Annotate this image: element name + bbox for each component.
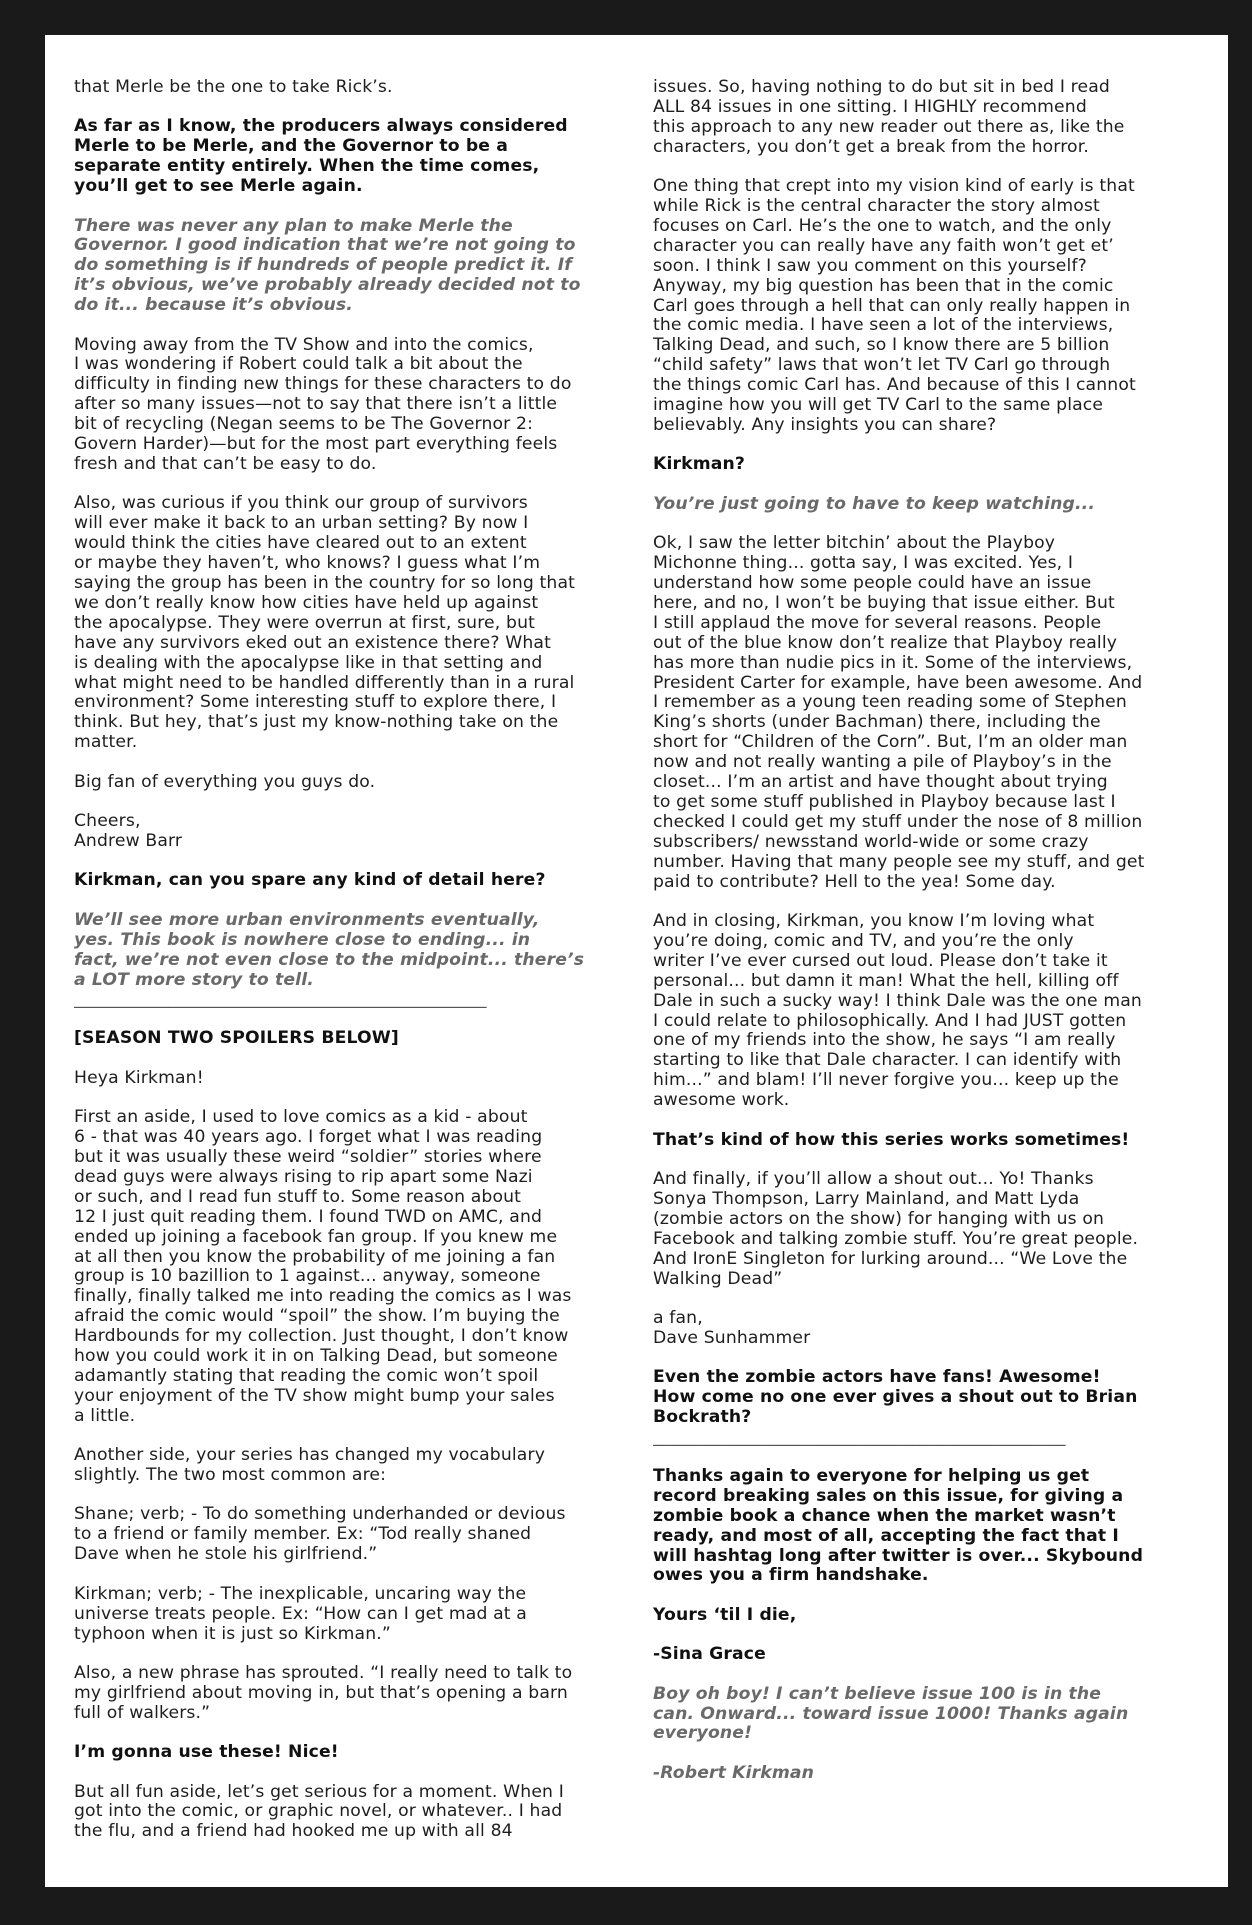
editor-response: Even the zombie actors have fans! Awesome! How come no one ever gives a shout out to Brian Bockrath? xyxy=(653,1367,1138,1428)
editor-response: I’m gonna use these! Nice! xyxy=(74,1742,339,1763)
kirkman-response: Boy oh boy! I can’t believe issue 100 is in the can. Onward... toward issue 1000! Thanks again everyone! xyxy=(653,1683,1129,1744)
letter-text: Kirkman; verb; - The inexplicable, uncaring way the universe treats people. Ex: “How can I get mad at a typhoon when it is just so Kirkman.” xyxy=(74,1583,527,1644)
letter-text: First an aside, I used to love comics as a kid - about 6 - that was 40 years ago. I forget what I was reading but it was usually these weird “soldier” stories where dead guys were always rising to rip apart some Nazi or such, and I read fun stuff to. Some reason about 12 I just quit reading them. I found TWD on AMC, and ended up joining a facebook fan group. If you knew me at all then you know the probability of me joining a fan group is 10 bazillion to 1 against... anyway, someone finally, finally talked me into reading the comics as I was afraid the comic would “spoil” the show. I’m buying the Hardbounds for my collection. Just thought, I don’t know how you could work it in on Talking Dead, but someone adamantly stating that reading the comic won’t spoil your enjoyment of the TV show might bump your sales a little. xyxy=(74,1107,572,1426)
kirkman-response: You’re just going to have to keep watching... xyxy=(653,493,1095,514)
letter-text: Also, was curious if you think our group of survivors will ever make it back to an urban setting? By now I would think the cities have cleared out to an extent or maybe they haven’t, who knows? I guess what I’m saying the group has been in the country for so long that we don’t really know how cities have held up against the apocalypse. They were overrun at first, sure, but have any survivors eked out an existence there? What is dealing with the apocalypse like in that setting and what might need to be handled differently than in a rural environment? Some interesting stuff to explore there, I think. But hey, that’s just my know-nothing take on the matter. xyxy=(74,493,576,753)
section-divider: ________________________________________________ xyxy=(74,990,487,1010)
letter-text: Another side, your series has changed my vocabulary slightly. The two most common are: xyxy=(74,1445,546,1486)
letter-text: Big fan of everything you guys do. xyxy=(74,771,376,792)
letter-text: One thing that crept into my vision kind of early is that while Rick is the central character the story almost focuses on Carl. He’s the one to watch, and the only character you can really have any faith won’t get et’ soon. I think I saw you comment on this yourself? Anyway, my big question has been that in the comic Carl goes through a hell that can only really happen in the comic media. I have seen a lot of the interviews, Talking Dead, and such, so I know there are 5 billion “child safety” laws that won’t let TV Carl go through the things comic Carl has. And because of this I cannot imagine how you will get TV Carl to the same place believably. Any insights you can share? xyxy=(653,176,1136,435)
letter-text: But all fun aside, let’s get serious for a moment. When I got into the comic, or graphic novel, or whatever.. I had the flu, and a friend had hooked me up with all 84 xyxy=(74,1781,564,1842)
right-column xyxy=(653,78,1198,1784)
kirkman-response: We’ll see more urban environments eventually, yes. This book is nowhere close to ending... in fact, we’re not even close to the midpoint... there’s a LOT more story to tell. xyxy=(74,909,585,990)
letter-text: Ok, I saw the letter bitchin’ about the Playboy Michonne thing... gotta say, I was excited. Yes, I understand how some people could have an issue here, and no, I won’t be buying that issue either. But I still applaud the move for several reasons. People out of the blue know don’t realize that Playboy really has more than nudie pics in it. Some of the interviews, President Carter for example, have been awesome. And I remember as a young teen reading some of Stephen King’s shorts (under Bachman) there, including the short for “Children of the Corn”. But, I’m an older man now and not really wanting a pile of Playboy’s in the closet... I’m an artist and have thought about trying to get some stuff published in Playboy because last I checked I could get my stuff under the nose of 8 million subscribers/ newsstand world-wide or some crazy number. Having that many people see my stuff, and get paid to contribute? Hell to the yea! Some day. xyxy=(653,533,1145,892)
section-heading: [SEASON TWO SPOILERS BELOW] xyxy=(74,1028,399,1049)
closing-note: Thanks again to everyone for helping us get record breaking sales on this issue, for giving a zombie book a chance when the market wasn’t ready, and most of all, accepting the fact that I will hashtag long after twitter is over... Skybound owes you a firm handshake. xyxy=(653,1465,1144,1586)
letter-text: Shane; verb; - To do something underhanded or devious to a friend or family member. Ex: “Tod really shaned Dave when he stole his girlfriend.” xyxy=(74,1504,566,1565)
editor-response: Kirkman, can you spare any kind of detail here? xyxy=(74,870,546,891)
section-divider: ________________________________________________ xyxy=(653,1427,1066,1447)
letter-text: that Merle be the one to take Rick’s. xyxy=(74,77,393,97)
letter-greeting: Heya Kirkman! xyxy=(74,1067,204,1088)
letter-signoff: a fan, Dave Sunhammer xyxy=(653,1307,811,1348)
signature-sina-grace: -Sina Grace xyxy=(653,1644,766,1665)
kirkman-response: There was never any plan to make Merle the Governor. I good indication that we’re not going to do something is if hundreds of people predict it. If it’s obvious, we’ve probably already decided not to do it... because it’s obvious. xyxy=(74,215,581,316)
letter-text: Also, a new phrase has sprouted. “I really need to talk to my girlfriend about moving in, but that’s opening a barn full of walkers.” xyxy=(74,1662,573,1723)
closing-signoff: Yours ‘til I die, xyxy=(653,1604,797,1625)
letter-text: And finally, if you’ll allow a shout out... Yo! Thanks Sonya Thompson, Larry Mainland, and Matt Lyda (zombie actors on the show) for hanging with us on Facebook and talking zombie stuff. You’re great people. And IronE Singleton for lurking around... “We Love the Walking Dead” xyxy=(653,1169,1139,1289)
signature-robert-kirkman: -Robert Kirkman xyxy=(653,1762,815,1783)
left-column xyxy=(74,78,614,1842)
editor-response: That’s kind of how this series works sometimes! xyxy=(653,1129,1130,1150)
letters-page xyxy=(45,35,1228,1887)
editor-response: As far as I know, the producers always considered Merle to be Merle, and the Governor to be a separate entity entirely. When the time comes, you’ll get to see Merle again. xyxy=(74,116,568,197)
letter-signoff: Cheers, Andrew Barr xyxy=(74,811,183,851)
letter-text: issues. So, having nothing to do but sit in bed I read ALL 84 issues in one sitting. I HIGHLY recommend this approach to any new reader out there as, like the characters, you don’t get a break from the horror. xyxy=(653,77,1125,157)
letter-text: Moving away from the TV Show and into the comics, I was wondering if Robert could talk a bit about the difficulty in finding new things for these characters to do after so many issues—not to say that there isn’t a little bit of recycling (Negan seems to be The Governor 2: Govern Harder)—but for the most part everything feels fresh and that can’t be easy to do. xyxy=(74,334,572,474)
editor-response: Kirkman? xyxy=(653,454,746,475)
letter-text: And in closing, Kirkman, you know I’m loving what you’re doing, comic and TV, and you’re the only writer I’ve ever cursed out loud. Please don’t take it personal... but damn it man! What the hell, killing off Dale in such a sucky way! I think Dale was the one man I could relate to philosophically. And I had JUST gotten one of my friends into the show, he says “I am really starting to like that Dale character. I can identify with him...” and blam! I’ll never forgive you... keep up the awesome work. xyxy=(653,911,1142,1111)
